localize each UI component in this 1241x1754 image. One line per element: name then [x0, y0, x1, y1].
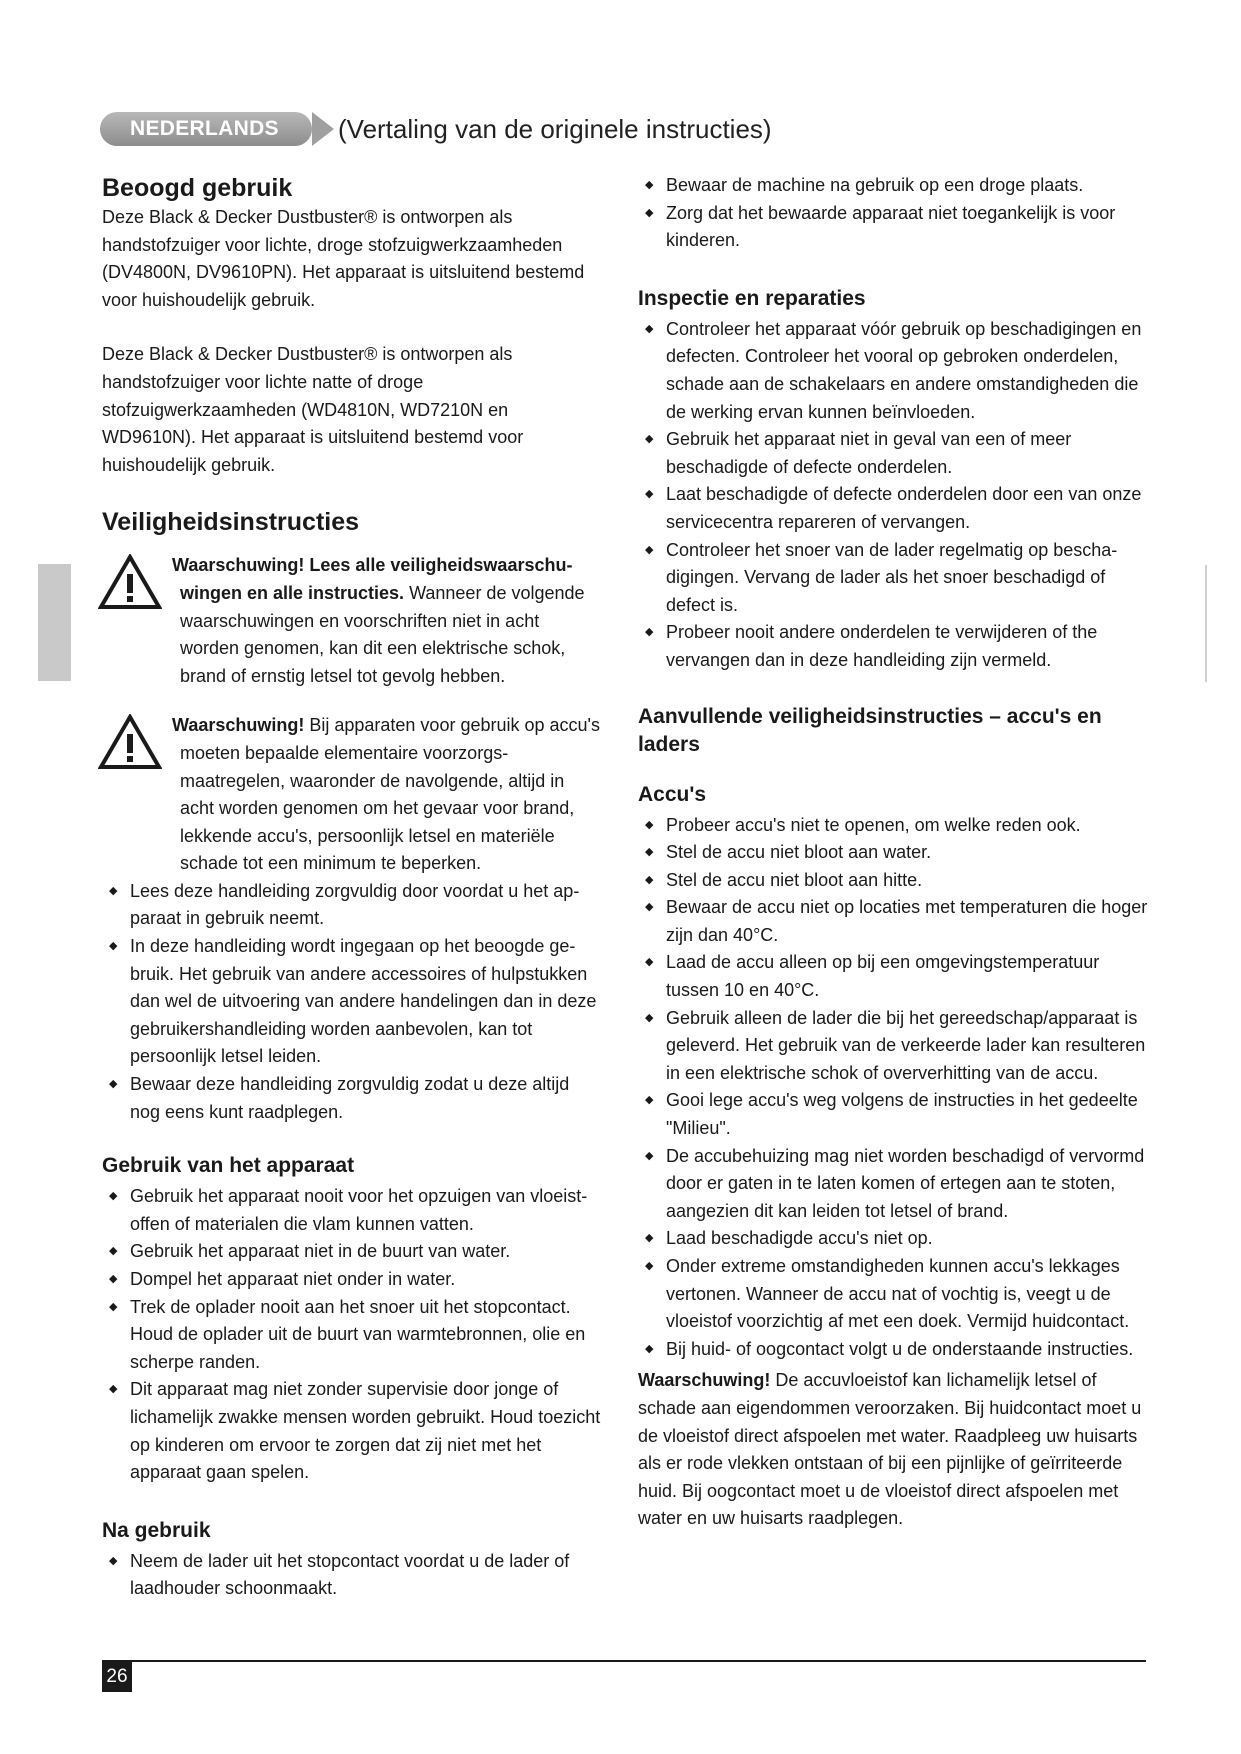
list-item: ◆ De accubehuizing mag niet worden beschadigd of vervormd door er gaten in te laten komen of ertegen aan te stoten, aangezien dit kan leiden tot letsel of brand.: [638, 1143, 1150, 1226]
warning-triangle-icon: [98, 554, 162, 610]
list-item: ◆ Dompel het apparaat niet onder in water.: [102, 1266, 602, 1294]
section-title-safety: Veiligheidsinstructies: [102, 508, 360, 537]
diamond-bullet-icon: ◆: [645, 846, 654, 859]
warning-block-1: [102, 552, 602, 690]
after-use-bullet-list: [102, 1548, 602, 1603]
intended-use-paragraph-2: Deze Black & Decker Dustbuster® is ontworpen als handstofzuiger voor lichte natte of droge stofzuigwerkzaamheden (WD4810N, WD7210N en WD9610N). Het apparaat is uitsluitend bestemd voor huishoudelijk gebruik.: [102, 344, 524, 475]
list-item: ◆ Probeer accu's niet te openen, om welke reden ook.: [638, 812, 1150, 840]
diamond-bullet-icon: ◆: [645, 956, 654, 969]
batteries-bullet-list: [638, 812, 1150, 1364]
diamond-bullet-icon: ◆: [645, 818, 654, 831]
section-title-batteries: Accu's: [638, 782, 707, 806]
page-number: 26: [102, 1662, 132, 1692]
list-item: ◆ Bewaar de machine na gebruik op een droge plaats.: [638, 172, 1150, 200]
list-item: ◆ Gebruik het apparaat nooit voor het opzuigen van vloeistoffen of materialen die vlam kunnen vatten.: [102, 1183, 602, 1238]
list-item: ◆ Lees deze handleiding zorgvuldig door voordat u het apparaat in gebruik neemt.: [102, 878, 602, 933]
right-margin-line: [1205, 565, 1207, 682]
list-item: ◆ Neem de lader uit het stopcontact voordat u de lader of laadhouder schoonmaakt.: [102, 1548, 602, 1603]
intended-use-paragraph-1: Deze Black & Decker Dustbuster® is ontworpen als handstofzuiger voor lichte, droge stofzuigwerkzaamheden (DV4800N, DV9610PN). Het apparaat is uitsluitend bestemd voor huishoudelijk gebruik.: [102, 207, 585, 310]
section-title-inspection: Inspectie en reparaties: [638, 286, 866, 310]
diamond-bullet-icon: ◆: [645, 1260, 654, 1272]
diamond-bullet-icon: ◆: [109, 1078, 118, 1091]
list-item: ◆ Laad de accu alleen op bij een omgevingstemperatuur tussen 10 en 40°C.: [638, 949, 1150, 1004]
diamond-bullet-icon: ◆: [645, 901, 654, 914]
footer-rule: [102, 1660, 1146, 1662]
warning-block-2: [102, 712, 602, 878]
list-item: ◆ Bewaar de accu niet op locaties met temperaturen die hoger zijn dan 40°C.: [638, 894, 1150, 949]
diamond-bullet-icon: ◆: [645, 433, 654, 446]
list-item: ◆ Bewaar deze handleiding zorgvuldig zodat u deze altijd nog eens kunt raadplegen.: [102, 1071, 602, 1126]
diamond-bullet-icon: ◆: [645, 873, 654, 886]
list-item: ◆ Gooi lege accu's weg volgens de instructies in het gedeelte "Milieu".: [638, 1087, 1150, 1142]
language-side-tab: [38, 564, 71, 681]
diamond-bullet-icon: ◆: [645, 1149, 654, 1162]
list-item: ◆ In deze handleiding wordt ingegaan op het beoogde gebruik. Het gebruik van andere accessoires of hulpstukken dan wel de uitvoering van andere handelingen dan in deze gebruikershandleiding worden aanbevolen, kan tot persoonlijk letsel leiden.: [102, 933, 602, 1071]
section-title-use: Gebruik van het apparaat: [102, 1154, 355, 1178]
list-item: ◆ Trek de oplader nooit aan het snoer uit het stopcontact. Houd de oplader uit de buurt van warmtebronnen, olie en scherpe randen.: [102, 1294, 602, 1377]
diamond-bullet-icon: ◆: [109, 1273, 118, 1285]
list-item: ◆ Controleer het snoer van de lader regelmatig op beschadigingen. Vervang de lader als het snoer beschadigd of defect is.: [638, 537, 1150, 620]
diamond-bullet-icon: ◆: [109, 1554, 118, 1567]
right-column: [638, 172, 1150, 1560]
diamond-bullet-icon: ◆: [645, 1232, 654, 1245]
diamond-bullet-icon: ◆: [645, 1342, 654, 1355]
safety-bullet-list: [102, 878, 602, 1126]
list-item: ◆ Probeer nooit andere onderdelen te verwijderen of the vervangen dan in deze handleiding zijn vermeld.: [638, 619, 1150, 674]
diamond-bullet-icon: ◆: [645, 488, 654, 501]
section-title-intended-use: Beoogd gebruik: [102, 174, 293, 202]
after-use-continued-list: [638, 172, 1150, 255]
list-item: ◆ Gebruik alleen de lader die bij het gereedschap/apparaat is geleverd. Het gebruik van de verkeerde lader kan resulteren in een elektrische schok of oververhitting van de accu.: [638, 1005, 1150, 1088]
list-item: ◆ Gebruik het apparaat niet in geval van een of meer beschadigde of defecte onderdelen.: [638, 426, 1150, 481]
diamond-bullet-icon: ◆: [645, 626, 654, 639]
warning-2-bold: Waarschuwing!: [172, 715, 305, 736]
diamond-bullet-icon: ◆: [645, 179, 654, 191]
battery-warning-bold: Waarschuwing!: [638, 1370, 771, 1391]
diamond-bullet-icon: ◆: [109, 1383, 118, 1396]
diamond-bullet-icon: ◆: [645, 1094, 654, 1107]
use-bullet-list: [102, 1183, 602, 1487]
warning-text-1: [172, 552, 602, 690]
diamond-bullet-icon: ◆: [645, 206, 654, 219]
list-item: ◆ Stel de accu niet bloot aan hitte.: [638, 867, 1150, 895]
list-item: ◆ Onder extreme omstandigheden kunnen accu's lekkages vertonen. Wanneer de accu nat of vochtig is, veegt u de vloeistof voorzichtig af met een doek. Vermijd huidcontact.: [638, 1253, 1150, 1336]
inspection-bullet-list: [638, 316, 1150, 675]
warning-text-2: [172, 712, 602, 878]
diamond-bullet-icon: ◆: [109, 884, 118, 897]
diamond-bullet-icon: ◆: [109, 1300, 118, 1313]
left-column: [102, 172, 602, 1625]
list-item: ◆ Zorg dat het bewaarde apparaat niet toegankelijk is voor kinderen.: [638, 200, 1150, 255]
diamond-bullet-icon: ◆: [109, 1245, 118, 1258]
diamond-bullet-icon: ◆: [645, 1011, 654, 1024]
header-subtitle: (Vertaling van de originele instructies): [338, 114, 772, 144]
list-item: ◆ Stel de accu niet bloot aan water.: [638, 839, 1150, 867]
list-item: ◆ Laat beschadigde of defecte onderdelen door een van onze servicecentra repareren of vervangen.: [638, 481, 1150, 536]
warning-1-body: Wanneer de volgende waarschuwingen en voorschriften niet in acht worden genomen, kan dit een elektrische schok, brand of ernstig letsel tot gevolg hebben.: [180, 582, 585, 686]
section-title-after-use: Na gebruik: [102, 1518, 211, 1542]
battery-fluid-warning: [638, 1367, 1150, 1533]
section-title-additional-safety: Aanvullende veiligheidsinstructies – accu's en laders: [638, 704, 1102, 756]
diamond-bullet-icon: ◆: [645, 322, 654, 335]
warning-1-bold: Waarschuwing! Lees alle veiligheidswaarschuwingen en alle instructies.: [172, 555, 573, 603]
list-item: ◆ Laad beschadigde accu's niet op.: [638, 1225, 1150, 1253]
list-item: ◆ Gebruik het apparaat niet in de buurt van water.: [102, 1238, 602, 1266]
warning-triangle-icon: [98, 714, 162, 770]
language-badge: NEDERLANDS: [100, 112, 312, 146]
list-item: ◆ Bij huid- of oogcontact volgt u de onderstaande instructies.: [638, 1336, 1150, 1364]
battery-warning-body: De accuvloeistof kan lichamelijk letsel of schade aan eigendommen veroorzaken. Bij huidcontact moet u de vloeistof direct afspoelen met water. Raadpleeg uw huisarts als er rode vlekken ontstaan of bij een pijnlijke of geïrriteerde huid. Bij oogcontact moet u de vloeistof direct afspoelen met water en uw huisarts raadplegen.: [638, 1370, 1142, 1529]
diamond-bullet-icon: ◆: [109, 1190, 118, 1203]
warning-2-body: Bij apparaten voor gebruik op accu's moeten bepaalde elementaire voorzorgsmaatregelen, waaronder de navolgende, altijd in acht worden genomen om het gevaar voor brand, lekkende accu's, persoonlijk letsel en materiële schade tot een minimum te beperken.: [180, 715, 600, 874]
list-item: ◆ Controleer het apparaat vóór gebruik op beschadigingen en defecten. Controleer het vooral op gebroken onderdelen, schade aan de schakelaars en andere omstandigheden die de werking ervan kunnen beïnvloeden.: [638, 316, 1150, 426]
list-item: ◆ Dit apparaat mag niet zonder supervisie door jonge of lichamelijk zwakke mensen worden gebruikt. Houd toezicht op kinderen om ervoor te zorgen dat zij niet met het apparaat gaan spelen.: [102, 1376, 602, 1486]
diamond-bullet-icon: ◆: [109, 940, 118, 953]
diamond-bullet-icon: ◆: [645, 543, 654, 556]
